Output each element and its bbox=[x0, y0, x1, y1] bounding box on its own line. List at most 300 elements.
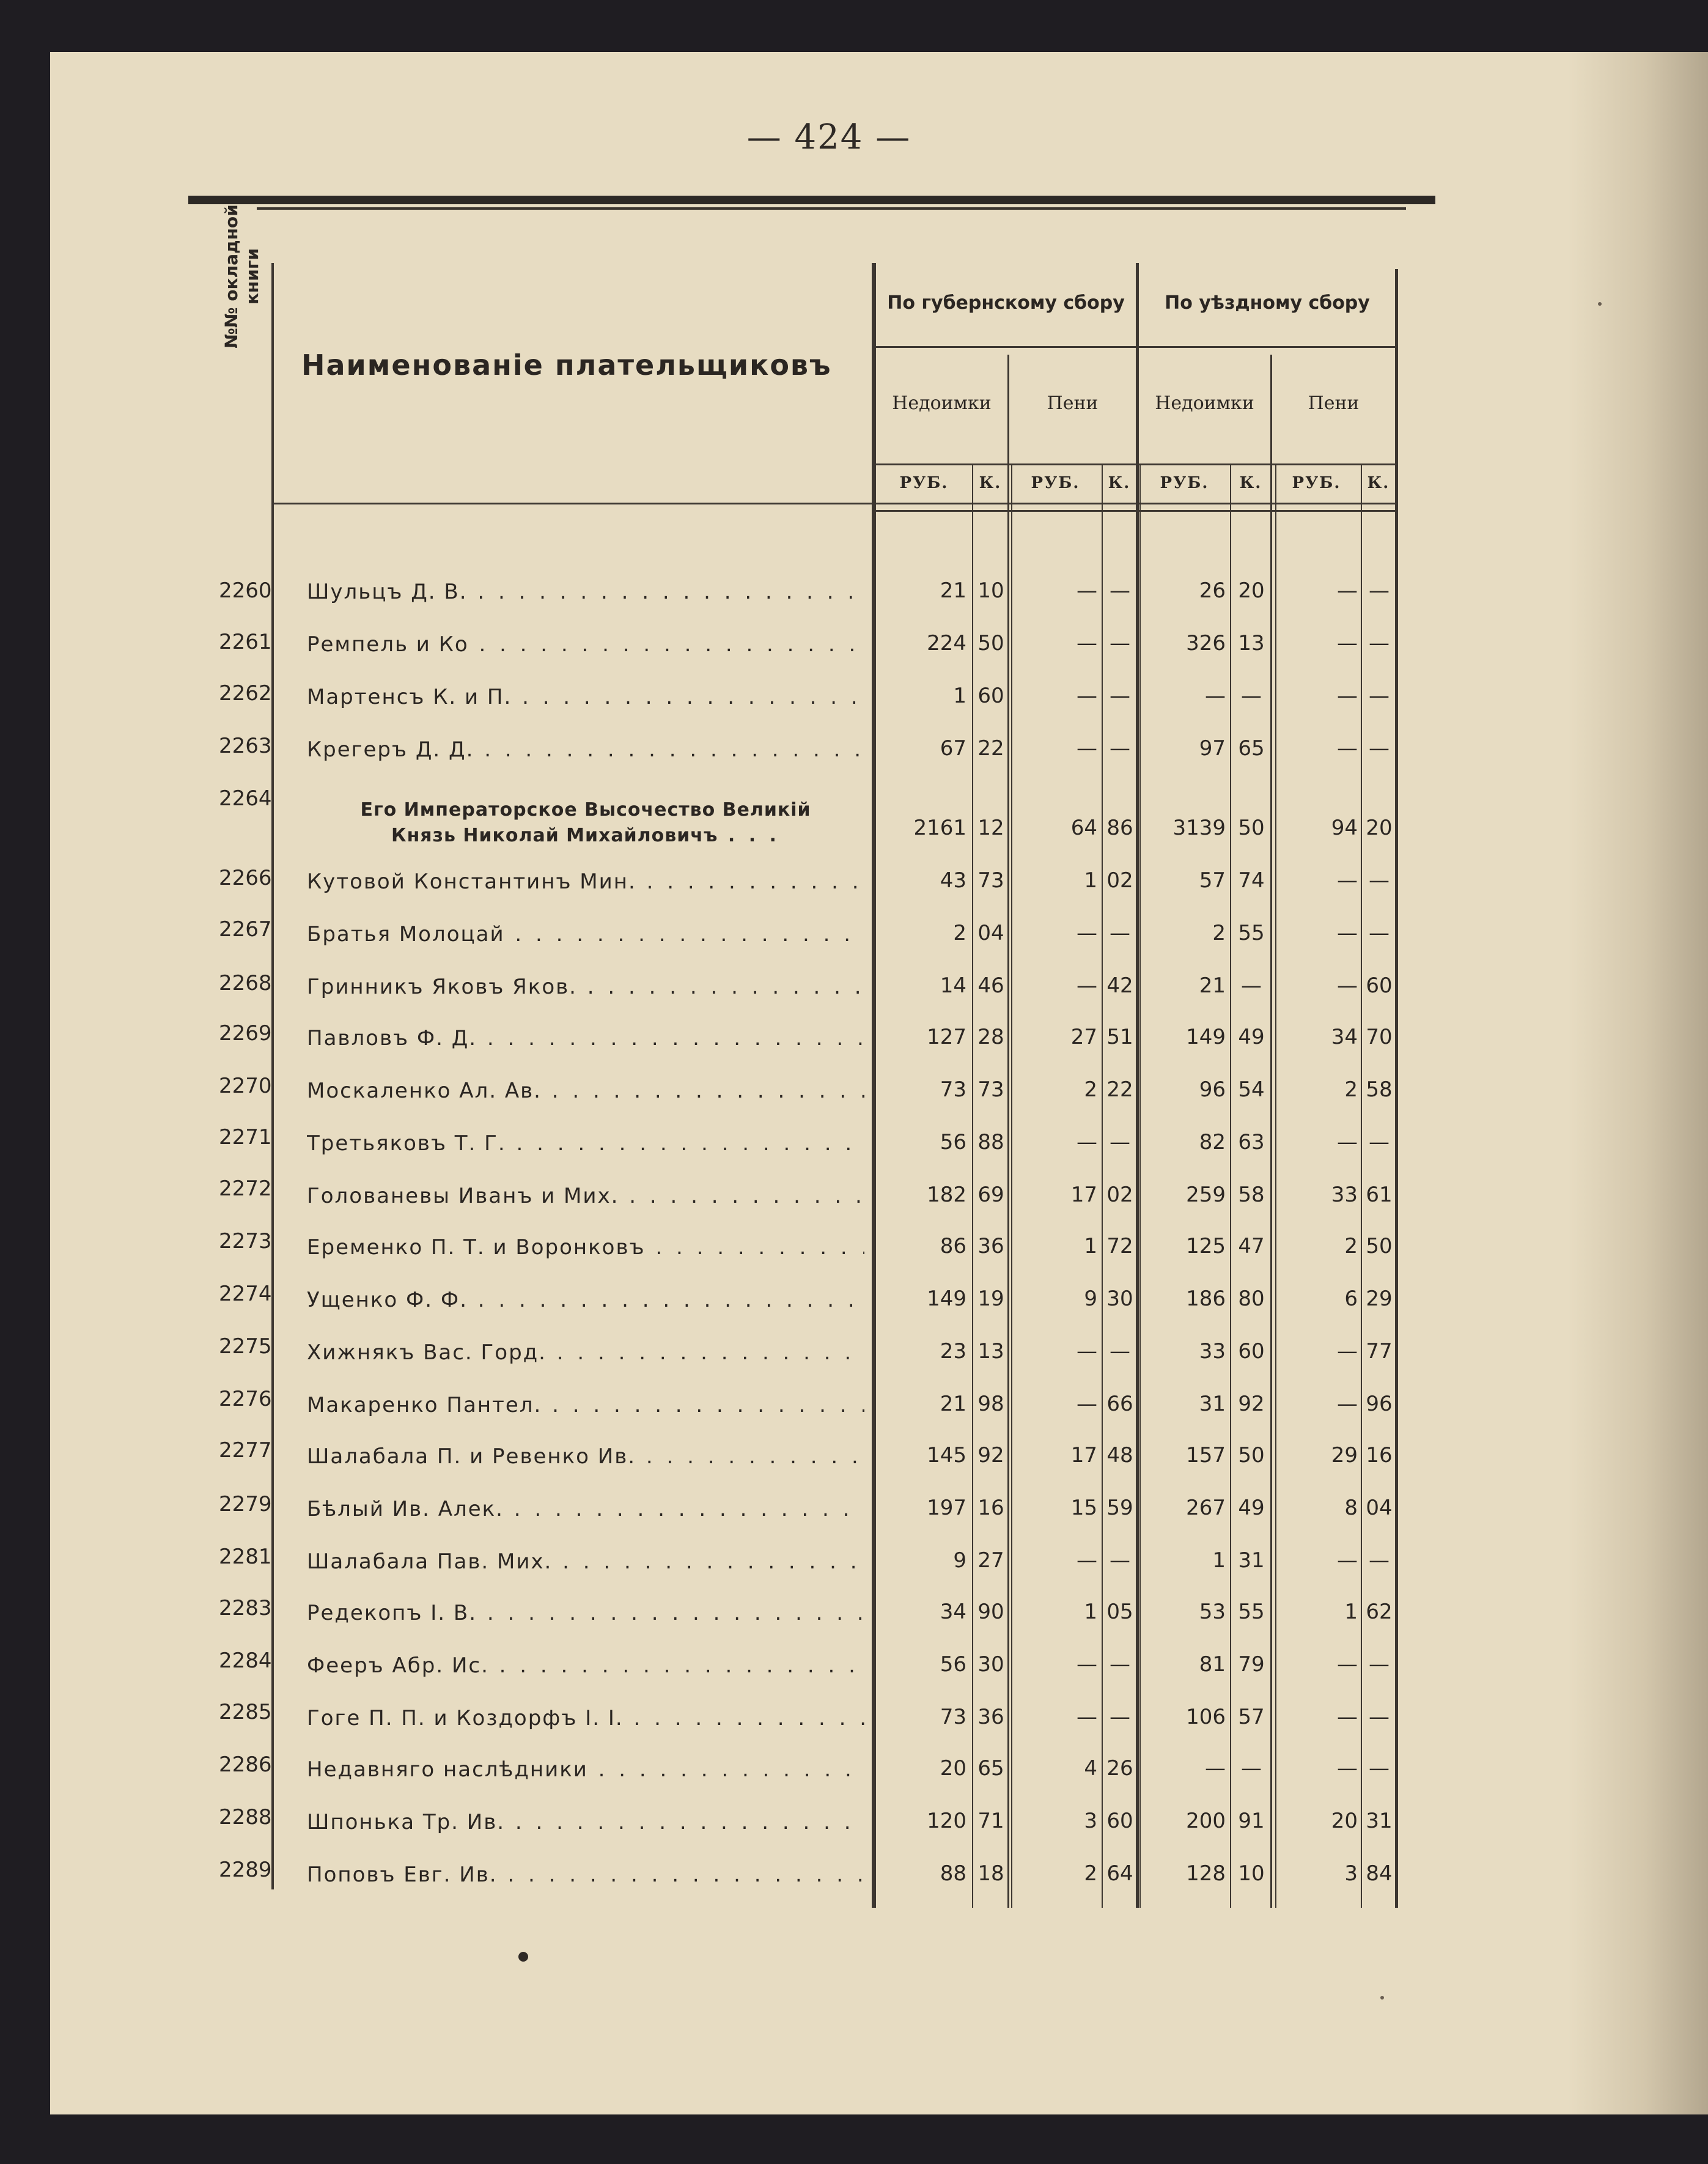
amount-cell: 58 bbox=[1366, 1077, 1393, 1102]
payer-name-text: Редекопъ І. В. bbox=[307, 1601, 477, 1625]
amount-cell: 73 bbox=[940, 1077, 966, 1102]
amount-cell: 61 bbox=[1366, 1183, 1393, 1207]
amount-cell: — bbox=[1110, 631, 1130, 655]
amount-cell: 21 bbox=[940, 1392, 966, 1416]
payer-name bbox=[307, 1497, 864, 1521]
table-row bbox=[0, 1492, 1658, 1545]
page-number: — 424 — bbox=[746, 117, 911, 157]
amount-cell: 14 bbox=[940, 973, 966, 998]
amount-cell: — bbox=[1110, 684, 1130, 708]
amount-cell: 6 bbox=[1344, 1287, 1358, 1311]
payer-name bbox=[307, 870, 864, 894]
amount-cell: 186 bbox=[1186, 1287, 1226, 1311]
amount-cell: 91 bbox=[1238, 1809, 1265, 1833]
amount-cell: — bbox=[1110, 736, 1130, 761]
payer-name bbox=[307, 685, 864, 709]
payer-name-text: Третьяковъ Т. Г. bbox=[307, 1131, 506, 1156]
amount-cell: — bbox=[1369, 1756, 1390, 1781]
payer-name bbox=[307, 1653, 864, 1678]
amount-cell: 16 bbox=[977, 1496, 1004, 1520]
payer-name-text: Ремпель и Ко bbox=[307, 632, 469, 657]
amount-cell: 04 bbox=[977, 921, 1004, 945]
amount-cell: 73 bbox=[977, 1077, 1004, 1102]
amount-cell: — bbox=[1369, 736, 1390, 761]
payer-name-text: Москаленко Ал. Ав. bbox=[307, 1079, 542, 1103]
book-number: 2272 bbox=[219, 1176, 272, 1201]
amount-cell: — bbox=[1110, 1705, 1130, 1729]
amount-cell: — bbox=[1369, 1130, 1390, 1154]
payer-name-text: Голованевы Иванъ и Мих. bbox=[307, 1184, 619, 1208]
book-number: 2274 bbox=[219, 1282, 272, 1306]
amount-cell: — bbox=[1205, 1756, 1226, 1781]
amount-cell: 1 bbox=[953, 684, 966, 708]
amount-cell: 13 bbox=[1238, 631, 1265, 655]
amount-cell: 69 bbox=[977, 1183, 1004, 1207]
amount-cell: — bbox=[1077, 921, 1097, 945]
amount-cell: — bbox=[1337, 631, 1358, 655]
amount-cell: 92 bbox=[1238, 1392, 1265, 1416]
amount-cell: 2 bbox=[1084, 1861, 1097, 1886]
amount-cell: — bbox=[1337, 736, 1358, 761]
amount-cell: — bbox=[1077, 736, 1097, 761]
amount-cell: 79 bbox=[1238, 1652, 1265, 1677]
amount-cell: 20 bbox=[940, 1756, 966, 1781]
amount-cell: 71 bbox=[977, 1809, 1004, 1833]
amount-cell: 73 bbox=[977, 868, 1004, 893]
book-number: 2271 bbox=[219, 1125, 272, 1150]
payer-name-text: Недавняго наслѣдники bbox=[307, 1757, 588, 1782]
amount-cell: — bbox=[1241, 684, 1262, 708]
u-arrears-rub: РУБ. bbox=[1160, 474, 1209, 492]
amount-cell: 128 bbox=[1186, 1861, 1226, 1886]
amount-cell: 49 bbox=[1238, 1496, 1265, 1520]
table-row bbox=[0, 1752, 1658, 1805]
table-row bbox=[0, 1282, 1658, 1335]
payer-name bbox=[307, 922, 864, 947]
u-penalties-kop: К. bbox=[1367, 474, 1390, 492]
amount-cell: 81 bbox=[1199, 1652, 1226, 1677]
amount-cell: 94 bbox=[1331, 816, 1358, 840]
amount-cell: — bbox=[1110, 1130, 1130, 1154]
payer-name bbox=[307, 580, 864, 604]
amount-cell: 50 bbox=[1238, 816, 1265, 840]
amount-cell: 182 bbox=[927, 1183, 966, 1207]
amount-cell: 149 bbox=[927, 1287, 966, 1311]
payer-name-text: Еременко П. Т. и Воронковъ bbox=[307, 1235, 646, 1260]
amount-cell: 77 bbox=[1366, 1339, 1393, 1364]
g-arrears-rub: РУБ. bbox=[899, 474, 949, 492]
amount-cell: 120 bbox=[927, 1809, 966, 1833]
amount-cell: — bbox=[1337, 1392, 1358, 1416]
book-number: 2288 bbox=[219, 1805, 272, 1830]
amount-cell: — bbox=[1337, 868, 1358, 893]
payer-name bbox=[307, 1549, 864, 1574]
amount-cell: 31 bbox=[1199, 1392, 1226, 1416]
amount-cell: 27 bbox=[1070, 1025, 1097, 1049]
uezd-header: По уѣздному сбору bbox=[1165, 292, 1370, 314]
book-number: 2284 bbox=[219, 1649, 272, 1673]
amount-cell: 26 bbox=[1199, 578, 1226, 603]
amount-cell: 31 bbox=[1238, 1548, 1265, 1573]
table-row bbox=[0, 786, 1658, 865]
amount-cell: 86 bbox=[1106, 816, 1133, 840]
book-number: 2268 bbox=[219, 971, 272, 995]
amount-cell: 88 bbox=[940, 1861, 966, 1886]
table-row bbox=[0, 1074, 1658, 1126]
amount-cell: 9 bbox=[953, 1548, 966, 1573]
g-arrears-header: Недоимки bbox=[892, 393, 992, 414]
amount-cell: 51 bbox=[1106, 1025, 1133, 1049]
amount-cell: 29 bbox=[1366, 1287, 1393, 1311]
amount-cell: 42 bbox=[1106, 973, 1133, 998]
amount-cell: 70 bbox=[1366, 1025, 1393, 1049]
amount-cell: 58 bbox=[1238, 1183, 1265, 1207]
amount-cell: 20 bbox=[1331, 1809, 1358, 1833]
amount-cell: — bbox=[1110, 921, 1130, 945]
amount-cell: 57 bbox=[1238, 1705, 1265, 1729]
amount-cell: — bbox=[1337, 1756, 1358, 1781]
payer-name bbox=[307, 1184, 864, 1208]
amount-cell: — bbox=[1110, 1548, 1130, 1573]
table-row bbox=[0, 1545, 1658, 1597]
paper-speck bbox=[1380, 1996, 1384, 2000]
payer-name-text: Крегеръ Д. Д. bbox=[307, 737, 474, 762]
payer-name-text: Шпонька Тр. Ив. bbox=[307, 1810, 506, 1834]
amount-cell: — bbox=[1110, 1652, 1130, 1677]
amount-cell: — bbox=[1077, 973, 1097, 998]
amount-cell: 97 bbox=[1199, 736, 1226, 761]
book-number: 2264 bbox=[219, 786, 272, 811]
payer-name bbox=[307, 1757, 864, 1782]
amount-cell: 66 bbox=[1106, 1392, 1133, 1416]
payer-name bbox=[307, 1393, 864, 1417]
payer-name bbox=[307, 1706, 864, 1730]
table-row bbox=[0, 1021, 1658, 1074]
payer-name bbox=[307, 632, 864, 657]
amount-cell: 43 bbox=[940, 868, 966, 893]
book-number: 2276 bbox=[219, 1387, 272, 1411]
amount-cell: 2 bbox=[1344, 1077, 1358, 1102]
amount-cell: — bbox=[1077, 578, 1097, 603]
amount-cell: 1 bbox=[1084, 1600, 1097, 1624]
amount-cell: 05 bbox=[1106, 1600, 1133, 1624]
amount-cell: 8 bbox=[1344, 1496, 1358, 1520]
payer-name-text: Бѣлый Ив. Алек. bbox=[307, 1497, 504, 1521]
amount-cell: 36 bbox=[977, 1234, 1004, 1258]
amount-cell: 18 bbox=[977, 1861, 1004, 1886]
amount-cell: 72 bbox=[1106, 1234, 1133, 1258]
amount-cell: 21 bbox=[940, 578, 966, 603]
payer-name-text: Братья Молоцай bbox=[307, 922, 505, 947]
u-arrears-kop: К. bbox=[1239, 474, 1262, 492]
book-number-header: №№ окладной книги bbox=[221, 204, 262, 349]
amount-cell: — bbox=[1077, 1705, 1097, 1729]
payer-name-text: Шульцъ Д. В. bbox=[307, 580, 468, 604]
payer-name-text: Павловъ Ф. Д. bbox=[307, 1026, 477, 1051]
amount-cell: 02 bbox=[1106, 1183, 1133, 1207]
payer-name-text: Хижнякъ Вас. Горд. bbox=[307, 1340, 547, 1365]
book-number: 2281 bbox=[219, 1545, 272, 1569]
amount-cell: 33 bbox=[1199, 1339, 1226, 1364]
u-penalties-header: Пени bbox=[1308, 393, 1360, 414]
book-number: 2275 bbox=[219, 1334, 272, 1359]
amount-cell: 20 bbox=[1366, 816, 1393, 840]
book-number: 2279 bbox=[219, 1492, 272, 1516]
amount-cell: — bbox=[1337, 684, 1358, 708]
book-number: 2289 bbox=[219, 1858, 272, 1882]
book-number: 2285 bbox=[219, 1700, 272, 1724]
amount-cell: 34 bbox=[1331, 1025, 1358, 1049]
amount-cell: 2161 bbox=[913, 816, 966, 840]
u-arrears-header: Недоимки bbox=[1155, 393, 1254, 414]
amount-cell: 02 bbox=[1106, 868, 1133, 893]
amount-cell: — bbox=[1337, 1652, 1358, 1677]
amount-cell: 73 bbox=[940, 1705, 966, 1729]
payer-name bbox=[307, 1444, 864, 1469]
g-penalties-kop: К. bbox=[1108, 474, 1131, 492]
payer-name-text: Фееръ Абр. Ис. bbox=[307, 1653, 489, 1678]
amount-cell: — bbox=[1077, 1548, 1097, 1573]
table-row bbox=[0, 681, 1658, 733]
amount-cell: 197 bbox=[927, 1496, 966, 1520]
amount-cell: 50 bbox=[1238, 1443, 1265, 1468]
payer-name bbox=[307, 1810, 864, 1834]
table-row bbox=[0, 1596, 1658, 1649]
amount-cell: 55 bbox=[1238, 921, 1265, 945]
table-row bbox=[0, 973, 1658, 1022]
amount-cell: 54 bbox=[1238, 1077, 1265, 1102]
amount-cell: 19 bbox=[977, 1287, 1004, 1311]
amount-cell: 60 bbox=[977, 684, 1004, 708]
table-row bbox=[0, 1805, 1658, 1858]
amount-cell: 65 bbox=[977, 1756, 1004, 1781]
table-row bbox=[0, 1438, 1658, 1492]
amount-cell: 50 bbox=[1366, 1234, 1393, 1258]
amount-cell: — bbox=[1369, 1652, 1390, 1677]
amount-cell: 22 bbox=[977, 736, 1004, 761]
grid-line bbox=[876, 510, 1396, 512]
g-arrears-kop: К. bbox=[979, 474, 1002, 492]
amount-cell: — bbox=[1337, 921, 1358, 945]
payer-name bbox=[307, 737, 864, 762]
amount-cell: 55 bbox=[1238, 1600, 1265, 1624]
book-number: 2270 bbox=[219, 1074, 272, 1098]
book-number: 2262 bbox=[219, 681, 272, 706]
amount-cell: 200 bbox=[1186, 1809, 1226, 1833]
amount-cell: 2 bbox=[953, 921, 966, 945]
amount-cell: 4 bbox=[1084, 1756, 1097, 1781]
amount-cell: 13 bbox=[977, 1339, 1004, 1364]
amount-cell: 56 bbox=[940, 1130, 966, 1154]
amount-cell: — bbox=[1077, 1130, 1097, 1154]
amount-cell: 326 bbox=[1186, 631, 1226, 655]
payer-name-text: Макаренко Пантел. bbox=[307, 1393, 542, 1417]
amount-cell: 98 bbox=[977, 1392, 1004, 1416]
amount-cell: 31 bbox=[1366, 1809, 1393, 1833]
amount-cell: 74 bbox=[1238, 868, 1265, 893]
amount-cell: 1 bbox=[1084, 1234, 1097, 1258]
payer-name-header: Наименованіе плательщиковъ bbox=[301, 349, 832, 382]
amount-cell: — bbox=[1337, 1548, 1358, 1573]
book-number: 2260 bbox=[219, 578, 272, 603]
amount-cell: — bbox=[1077, 1392, 1097, 1416]
amount-cell: 56 bbox=[940, 1652, 966, 1677]
table-top-rule-thin bbox=[257, 207, 1406, 210]
payer-name-text: Гринникъ Яковъ Яков. bbox=[307, 975, 577, 999]
amount-cell: 23 bbox=[940, 1339, 966, 1364]
amount-cell: 2 bbox=[1212, 921, 1226, 945]
amount-cell: — bbox=[1205, 684, 1226, 708]
book-number: 2269 bbox=[219, 1021, 272, 1046]
amount-cell: — bbox=[1110, 578, 1130, 603]
amount-cell: 64 bbox=[1070, 816, 1097, 840]
amount-cell: 50 bbox=[977, 631, 1004, 655]
amount-cell: 27 bbox=[977, 1548, 1004, 1573]
amount-cell: 96 bbox=[1366, 1392, 1393, 1416]
g-penalties-header: Пени bbox=[1047, 393, 1099, 414]
amount-cell: — bbox=[1369, 1705, 1390, 1729]
amount-cell: 20 bbox=[1238, 578, 1265, 603]
amount-cell: 3 bbox=[1344, 1861, 1358, 1886]
amount-cell: — bbox=[1241, 973, 1262, 998]
amount-cell: 30 bbox=[1106, 1287, 1133, 1311]
table-row bbox=[0, 1700, 1658, 1754]
amount-cell: 63 bbox=[1238, 1130, 1265, 1154]
amount-cell: 106 bbox=[1186, 1705, 1226, 1729]
payer-name bbox=[307, 1235, 864, 1260]
amount-cell: 96 bbox=[1199, 1077, 1226, 1102]
amount-cell: — bbox=[1077, 631, 1097, 655]
amount-cell: 22 bbox=[1106, 1077, 1133, 1102]
table-row bbox=[0, 1387, 1658, 1441]
amount-cell: 267 bbox=[1186, 1496, 1226, 1520]
payer-name-line1: Его Императорское Высочество Великій bbox=[360, 799, 811, 821]
table-row bbox=[0, 868, 1658, 917]
grid-line bbox=[274, 503, 1397, 504]
payer-name bbox=[307, 975, 864, 999]
amount-cell: — bbox=[1369, 631, 1390, 655]
payer-name bbox=[307, 797, 864, 849]
table-row bbox=[0, 1176, 1658, 1232]
amount-cell: 259 bbox=[1186, 1183, 1226, 1207]
amount-cell: 224 bbox=[927, 631, 966, 655]
amount-cell: 64 bbox=[1106, 1861, 1133, 1886]
table-row bbox=[0, 631, 1658, 680]
amount-cell: 59 bbox=[1106, 1496, 1133, 1520]
amount-cell: 9 bbox=[1084, 1287, 1097, 1311]
amount-cell: 90 bbox=[977, 1600, 1004, 1624]
payer-name bbox=[307, 1863, 864, 1887]
amount-cell: 15 bbox=[1070, 1496, 1097, 1520]
amount-cell: 67 bbox=[940, 736, 966, 761]
amount-cell: 62 bbox=[1366, 1600, 1393, 1624]
amount-cell: — bbox=[1369, 578, 1390, 603]
amount-cell: 53 bbox=[1199, 1600, 1226, 1624]
payer-name bbox=[307, 1026, 864, 1051]
table-row bbox=[0, 736, 1658, 785]
amount-cell: 60 bbox=[1238, 1339, 1265, 1364]
amount-cell: — bbox=[1337, 1130, 1358, 1154]
g-penalties-rub: РУБ. bbox=[1031, 474, 1080, 492]
amount-cell: 1 bbox=[1344, 1600, 1358, 1624]
amount-cell: 26 bbox=[1106, 1756, 1133, 1781]
amount-cell: — bbox=[1369, 684, 1390, 708]
amount-cell: 80 bbox=[1238, 1287, 1265, 1311]
amount-cell: 17 bbox=[1070, 1183, 1097, 1207]
amount-cell: 145 bbox=[927, 1443, 966, 1468]
amount-cell: 49 bbox=[1238, 1025, 1265, 1049]
amount-cell: — bbox=[1241, 1756, 1262, 1781]
payer-name-text: Ущенко Ф. Ф. bbox=[307, 1288, 468, 1312]
book-number: 2283 bbox=[219, 1596, 272, 1620]
amount-cell: — bbox=[1337, 578, 1358, 603]
table-top-rule bbox=[188, 196, 1435, 204]
amount-cell: 12 bbox=[977, 816, 1004, 840]
amount-cell: — bbox=[1077, 1339, 1097, 1364]
payer-name bbox=[307, 1131, 864, 1156]
payer-name-text: Гоге П. П. и Коздорфъ І. І. bbox=[307, 1706, 624, 1730]
grid-line bbox=[876, 463, 1396, 465]
amount-cell: 48 bbox=[1106, 1443, 1133, 1468]
amount-cell: 92 bbox=[977, 1443, 1004, 1468]
amount-cell: 84 bbox=[1366, 1861, 1393, 1886]
amount-cell: 34 bbox=[940, 1600, 966, 1624]
amount-cell: 29 bbox=[1331, 1443, 1358, 1468]
amount-cell: 60 bbox=[1366, 973, 1393, 998]
amount-cell: 86 bbox=[940, 1234, 966, 1258]
guberniya-header: По губернскому сбору bbox=[887, 292, 1125, 314]
table-row bbox=[0, 917, 1658, 970]
table-row bbox=[0, 1125, 1658, 1179]
amount-cell: 36 bbox=[977, 1705, 1004, 1729]
amount-cell: — bbox=[1337, 973, 1358, 998]
payer-name bbox=[307, 1288, 864, 1312]
amount-cell: 2 bbox=[1084, 1077, 1097, 1102]
payer-name-text: Кутовой Константинъ Мин. bbox=[307, 870, 636, 894]
amount-cell: 16 bbox=[1366, 1443, 1393, 1468]
amount-cell: 2 bbox=[1344, 1234, 1358, 1258]
payer-name-text: Поповъ Евг. Ив. bbox=[307, 1863, 498, 1887]
amount-cell: 65 bbox=[1238, 736, 1265, 761]
table-row bbox=[0, 1334, 1658, 1388]
amount-cell: 157 bbox=[1186, 1443, 1226, 1468]
amount-cell: 33 bbox=[1331, 1183, 1358, 1207]
book-number: 2267 bbox=[219, 917, 272, 942]
amount-cell: 28 bbox=[977, 1025, 1004, 1049]
amount-cell: 47 bbox=[1238, 1234, 1265, 1258]
ink-dot bbox=[518, 1952, 528, 1962]
amount-cell: 3 bbox=[1084, 1809, 1097, 1833]
amount-cell: — bbox=[1110, 1339, 1130, 1364]
book-number: 2263 bbox=[219, 734, 272, 758]
amount-cell: 88 bbox=[977, 1130, 1004, 1154]
amount-cell: — bbox=[1077, 1652, 1097, 1677]
book-number: 2261 bbox=[219, 630, 272, 654]
payer-name bbox=[307, 1340, 864, 1365]
book-number: 2266 bbox=[219, 866, 272, 890]
amount-cell: — bbox=[1369, 1548, 1390, 1573]
payer-name-text: Шалабала П. и Ревенко Ив. bbox=[307, 1444, 636, 1469]
book-number: 2273 bbox=[219, 1229, 272, 1254]
grid-line bbox=[876, 346, 1396, 348]
table-row bbox=[0, 1649, 1658, 1701]
amount-cell: 1 bbox=[1212, 1548, 1226, 1573]
amount-cell: 125 bbox=[1186, 1234, 1226, 1258]
amount-cell: 1 bbox=[1084, 868, 1097, 893]
amount-cell: 10 bbox=[1238, 1861, 1265, 1886]
payer-name-text: Шалабала Пав. Мих. bbox=[307, 1549, 553, 1574]
amount-cell: — bbox=[1369, 921, 1390, 945]
